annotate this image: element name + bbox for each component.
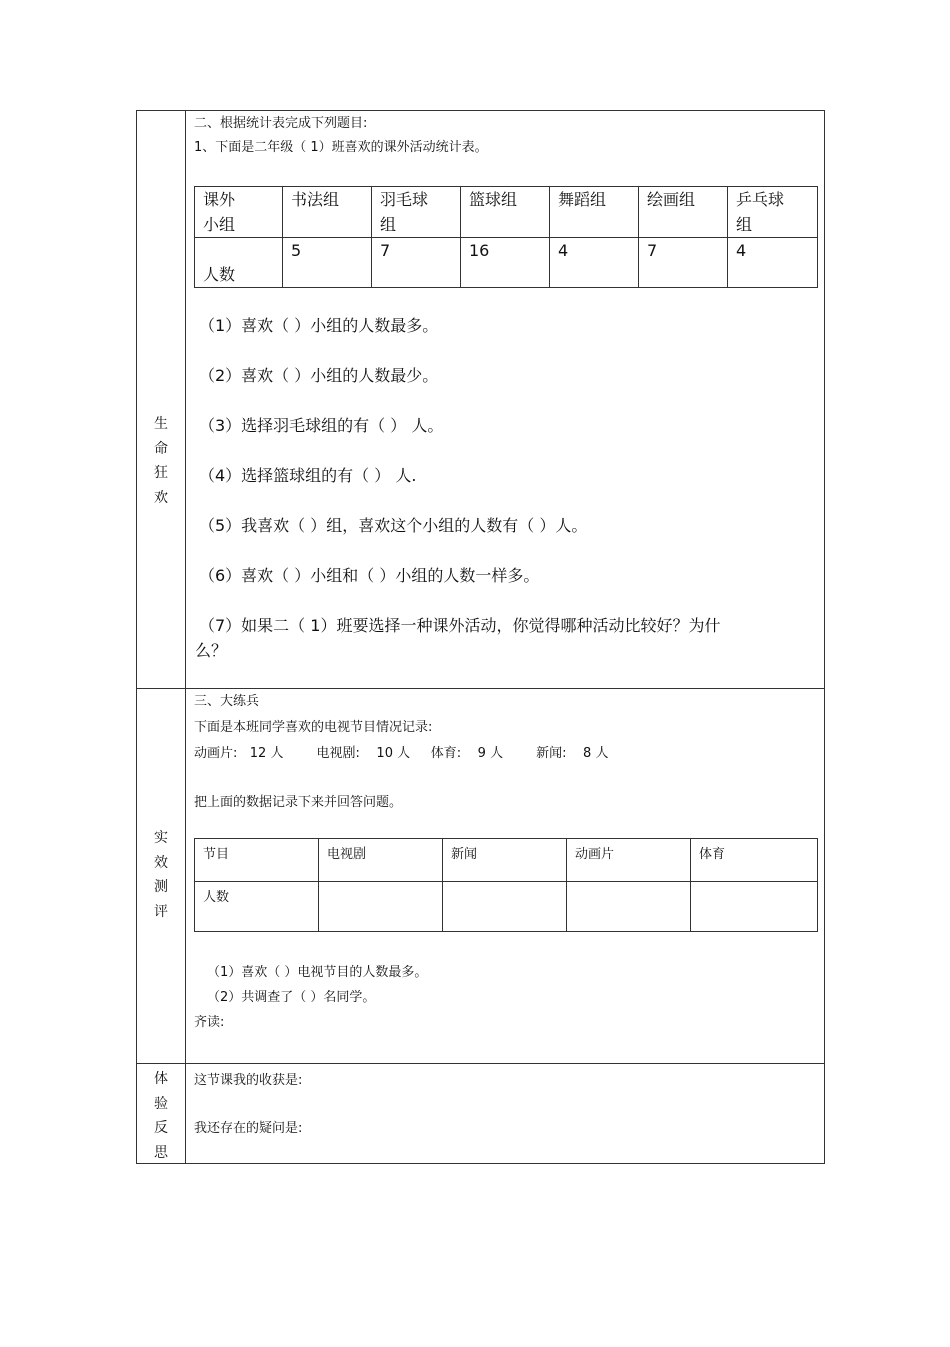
header-cell: 动画片 (567, 839, 691, 882)
count-cell: 7 (372, 238, 461, 288)
tv-question-2: （2）共调查了（ ）名同学。 (207, 990, 376, 1005)
header-cell: 体育 (691, 839, 818, 882)
header-cell: 舞蹈组 (550, 187, 639, 238)
count-cell: 16 (461, 238, 550, 288)
empty-cell (443, 882, 567, 932)
count-cell: 5 (283, 238, 372, 288)
question-5: （5）我喜欢（ ）组，喜欢这个小组的人数有（ ）人。 (199, 516, 588, 535)
empty-cell (319, 882, 443, 932)
part3-intro: 下面是本班同学喜欢的电视节目情况记录: (194, 720, 433, 735)
tv-table-count-row (195, 882, 818, 932)
header-cell: 书法组 (283, 187, 372, 238)
count-cell: 4 (550, 238, 639, 288)
count-cell: 4 (728, 238, 818, 288)
column-divider (185, 111, 186, 1163)
gain-prompt: 这节课我的收获是: (194, 1073, 303, 1088)
header-cell: 新闻 (443, 839, 567, 882)
section-label-1: 生 命 狂 欢 (154, 416, 168, 506)
question-7: （7）如果二（ 1）班要选择一种课外活动，你觉得哪种活动比较好？为什 (199, 616, 721, 635)
row-label: 人数 (195, 882, 319, 932)
read-aloud-label: 齐读: (194, 1015, 225, 1030)
count-cell: 7 (639, 238, 728, 288)
row-label: 人数 (195, 238, 283, 288)
empty-cell (691, 882, 818, 932)
question-2: （2）喜欢（ ）小组的人数最少。 (199, 366, 439, 385)
header-cell: 乒乓球 组 (728, 187, 818, 238)
tv-table-header-row (195, 839, 818, 882)
empty-cell (567, 882, 691, 932)
row-divider (137, 1063, 824, 1064)
question-prompt: 我还存在的疑问是: (194, 1121, 303, 1136)
section-label-2: 实 效 测 评 (154, 830, 168, 920)
question-4: （4）选择篮球组的有（ ） 人. (199, 466, 417, 485)
header-cell: 节目 (195, 839, 319, 882)
lesson-form (136, 110, 825, 1164)
activity-table (194, 186, 818, 288)
part3-instruction: 把上面的数据记录下来并回答问题。 (194, 795, 403, 810)
part3-heading: 三、大练兵 (194, 694, 260, 709)
activity-table-header-row (195, 187, 818, 238)
question-7-cont: 么？ (195, 641, 228, 660)
activity-table-count-row (195, 238, 818, 288)
header-cell: 电视剧 (319, 839, 443, 882)
question-1: （1）喜欢（ ）小组的人数最多。 (199, 316, 439, 335)
tv-record: 动画片: 12 人 电视剧: 10 人 体育: 9 人 新闻: 8 人 (194, 746, 609, 761)
question-6: （6）喜欢（ ）小组和（ ）小组的人数一样多。 (199, 566, 540, 585)
header-cell: 羽毛球 组 (372, 187, 461, 238)
question-3: （3）选择羽毛球组的有（ ） 人。 (199, 416, 444, 435)
part2-heading: 二、根据统计表完成下列题目: (194, 116, 368, 131)
tv-table (194, 838, 818, 932)
row-divider (137, 688, 824, 689)
section-label-3: 体 验 反 思 (154, 1071, 168, 1161)
header-cell: 课外 小组 (195, 187, 283, 238)
header-cell: 绘画组 (639, 187, 728, 238)
header-cell: 篮球组 (461, 187, 550, 238)
part2-intro: 1、下面是二年级（ 1）班喜欢的课外活动统计表。 (194, 140, 488, 155)
tv-question-1: （1）喜欢（ ）电视节目的人数最多。 (207, 965, 428, 980)
